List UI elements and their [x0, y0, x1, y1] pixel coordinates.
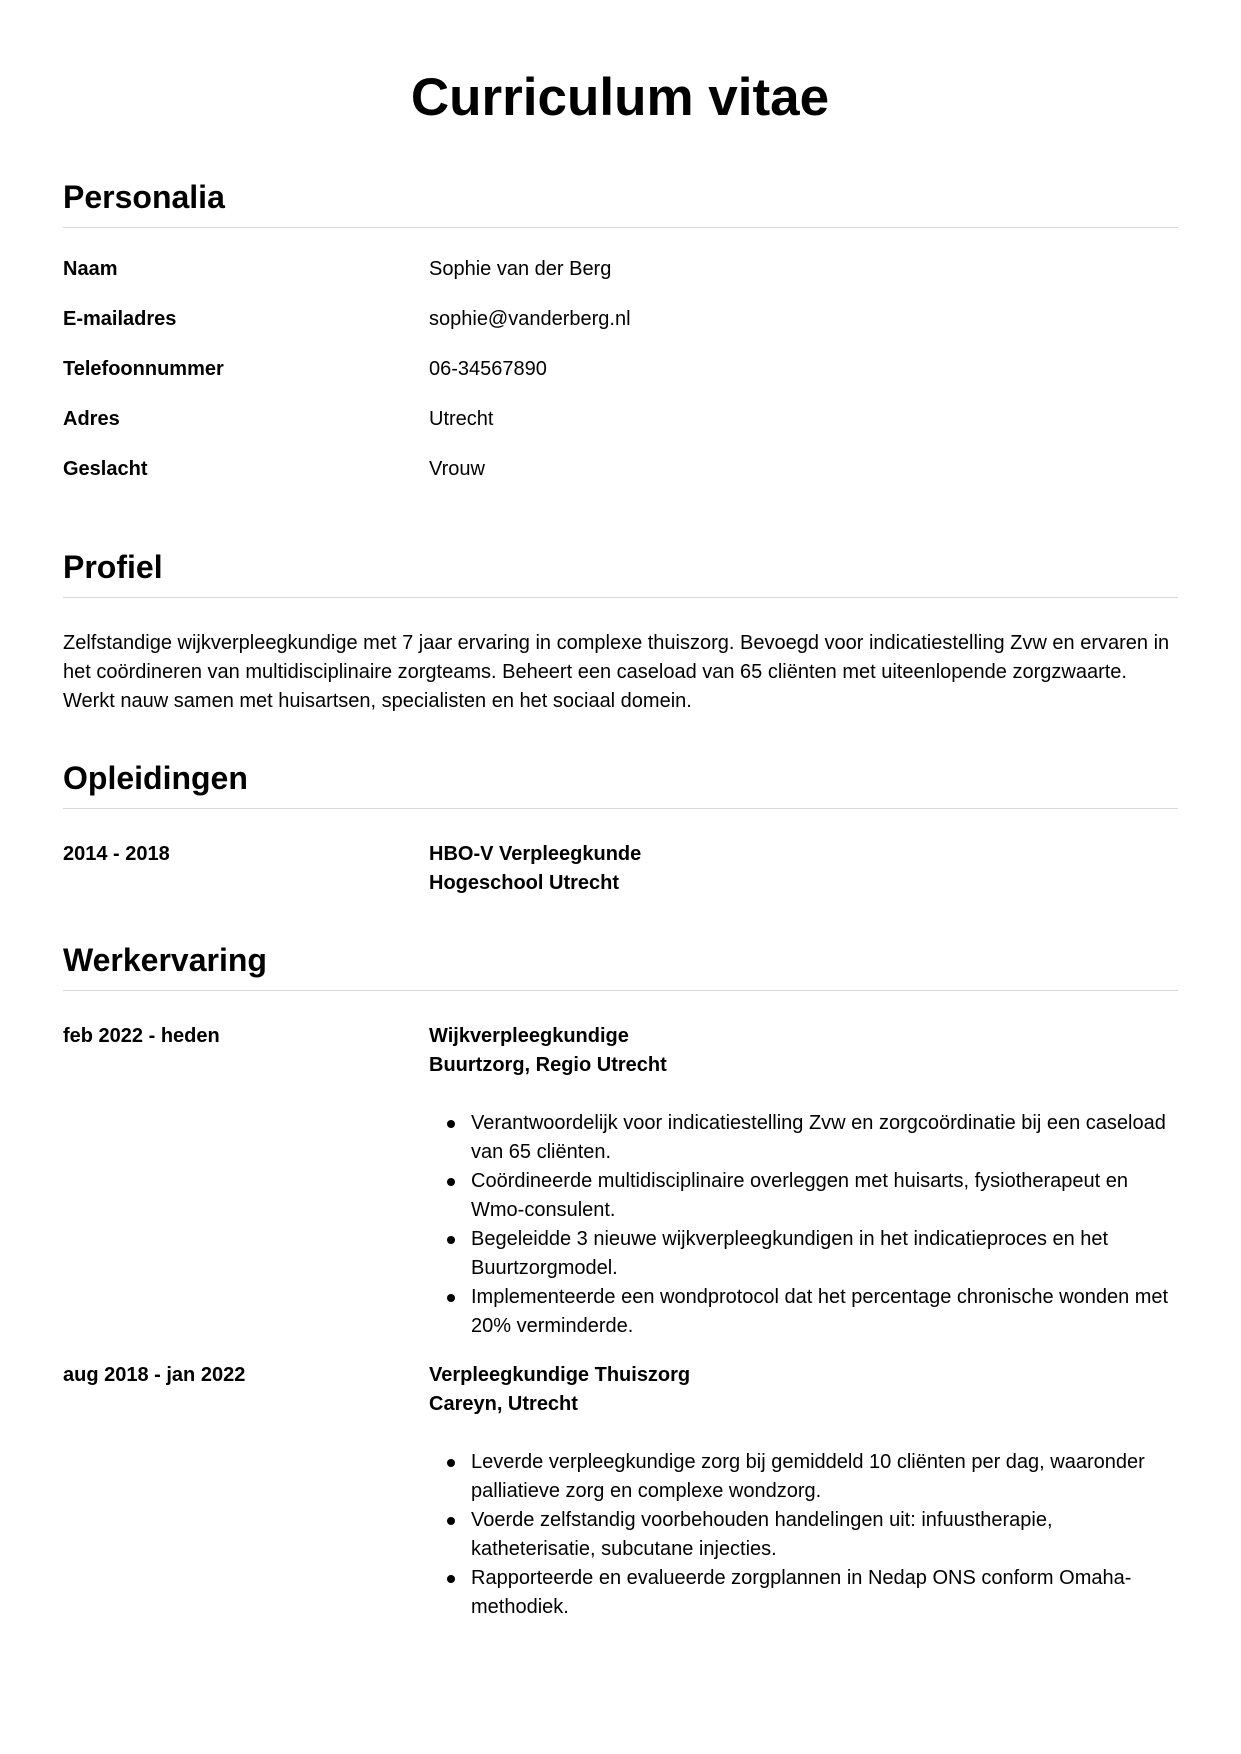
entry-period: aug 2018 - jan 2022 — [63, 1364, 246, 1386]
bullet-list — [429, 1109, 1178, 1341]
entry-body — [429, 840, 1178, 898]
personalia-value: 06-34567890 — [429, 358, 547, 380]
entry-organization: Buurtzorg, Regio Utrecht — [429, 1054, 667, 1076]
list-item: Voerde zelfstandig voorbehouden handelingen uit: infuustherapie, katheterisatie, subcutane injecties. — [429, 1506, 1178, 1564]
list-item: Implementeerde een wondprotocol dat het percentage chronische wonden met 20% verminderde. — [429, 1283, 1178, 1341]
entry-title: HBO-V Verpleegkunde — [429, 843, 642, 865]
list-item: Verantwoordelijk voor indicatiestelling Zvw en zorgcoördinatie bij een caseload van 65 cliënten. — [429, 1109, 1178, 1167]
personalia-row-naam — [63, 257, 1178, 307]
entry-title: Verpleegkundige Thuiszorg — [429, 1364, 691, 1386]
personalia-row-adres — [63, 407, 1178, 457]
entry-period: 2014 - 2018 — [63, 843, 170, 865]
entry-body — [429, 1022, 1178, 1341]
section-werkervaring — [63, 940, 1178, 1622]
personalia-label: E-mailadres — [63, 308, 177, 330]
personalia-value: Vrouw — [429, 458, 485, 480]
list-item: Coördineerde multidisciplinaire overleggen met huisarts, fysiotherapeut en Wmo-consulent. — [429, 1167, 1178, 1225]
entry-body — [429, 1361, 1178, 1622]
personalia-value: sophie@vanderberg.nl — [429, 308, 631, 330]
section-personalia — [63, 177, 1178, 507]
entry-organization: Hogeschool Utrecht — [429, 872, 620, 894]
entry-period: feb 2022 - heden — [63, 1025, 220, 1047]
personalia-row-telefoon — [63, 357, 1178, 407]
section-divider — [63, 990, 1178, 991]
personalia-table — [63, 257, 1178, 507]
section-opleidingen — [63, 758, 1178, 898]
section-heading-opleidingen: Opleidingen — [63, 760, 248, 796]
personalia-label: Naam — [63, 258, 118, 280]
document-title: Curriculum vitae — [410, 68, 830, 127]
section-divider — [63, 808, 1178, 809]
personalia-row-email — [63, 307, 1178, 357]
personalia-label: Geslacht — [63, 458, 148, 480]
list-item: Rapporteerde en evalueerde zorgplannen in Nedap ONS conform Omaha-methodiek. — [429, 1564, 1178, 1622]
bullet-list — [429, 1448, 1178, 1622]
personalia-value: Utrecht — [429, 408, 494, 430]
section-divider — [63, 597, 1178, 598]
section-divider — [63, 227, 1178, 228]
entry-title: Wijkverpleegkundige — [429, 1025, 629, 1047]
personalia-label: Telefoonnummer — [63, 358, 224, 380]
section-heading-werkervaring: Werkervaring — [63, 942, 267, 978]
work-entry — [63, 1361, 1178, 1622]
section-heading-personalia: Personalia — [63, 179, 225, 215]
list-item: Begeleidde 3 nieuwe wijkverpleegkundigen in het indicatieproces en het Buurtzorgmodel. — [429, 1225, 1178, 1283]
work-entry — [63, 1022, 1178, 1341]
list-item: Leverde verpleegkundige zorg bij gemiddeld 10 cliënten per dag, waaronder palliatieve zorg en complexe wondzorg. — [429, 1448, 1178, 1506]
profile-text: Zelfstandige wijkverpleegkundige met 7 jaar ervaring in complexe thuiszorg. Bevoegd voor indicatiestelling Zvw en ervaren in het coördineren van multidisciplinaire zorgteams. Beheert een caseload van 65 cliënten met uiteenlopende zorgzwaarte. Werkt nauw samen met huisartsen, specialisten en het sociaal domein. — [63, 632, 1170, 712]
entry-organization: Careyn, Utrecht — [429, 1393, 578, 1415]
personalia-value: Sophie van der Berg — [429, 258, 612, 280]
personalia-label: Adres — [63, 408, 120, 430]
personalia-row-geslacht — [63, 457, 1178, 507]
education-entry — [63, 840, 1178, 898]
section-profiel — [63, 547, 1178, 716]
section-heading-profiel: Profiel — [63, 549, 163, 585]
